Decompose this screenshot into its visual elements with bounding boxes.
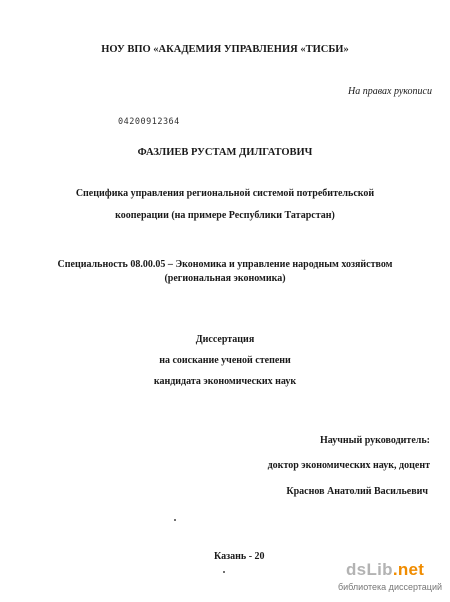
scan-speck	[174, 519, 176, 521]
title-line-2: кооперации (на примере Республики Татарстан)	[115, 210, 335, 221]
degree-line-1: на соискание ученой степени	[159, 355, 291, 366]
city-year: Казань - 20	[214, 551, 265, 562]
author-name: ФАЗЛИЕВ РУСТАМ ДИЛГАТОВИЧ	[137, 147, 313, 158]
supervisor-name: Краснов Анатолий Васильевич	[286, 486, 428, 497]
title-line-1: Специфика управления региональной системой потребительской	[75, 188, 375, 199]
dslib-subtitle: библиотека диссертаций	[338, 582, 443, 592]
degree-line-2: кандидата экономических наук	[153, 376, 297, 387]
dslib-logo: dsLib.net	[346, 560, 425, 579]
manuscript-note: На правах рукописи	[348, 86, 432, 97]
registration-stamp: 04200912364	[118, 117, 180, 127]
scan-speck	[223, 571, 225, 573]
work-type: Диссертация	[195, 334, 255, 345]
supervisor-degree: доктор экономических наук, доцент	[267, 460, 430, 471]
institution-name: НОУ ВПО «АКАДЕМИЯ УПРАВЛЕНИЯ «ТИСБИ»	[101, 44, 349, 55]
dslib-watermark	[338, 560, 444, 596]
supervisor-label: Научный руководитель:	[320, 435, 430, 446]
specialty-line-2: (региональная экономика)	[164, 273, 286, 284]
specialty-line-1: Специальность 08.00.05 – Экономика и управление народным хозяйством	[57, 259, 393, 270]
